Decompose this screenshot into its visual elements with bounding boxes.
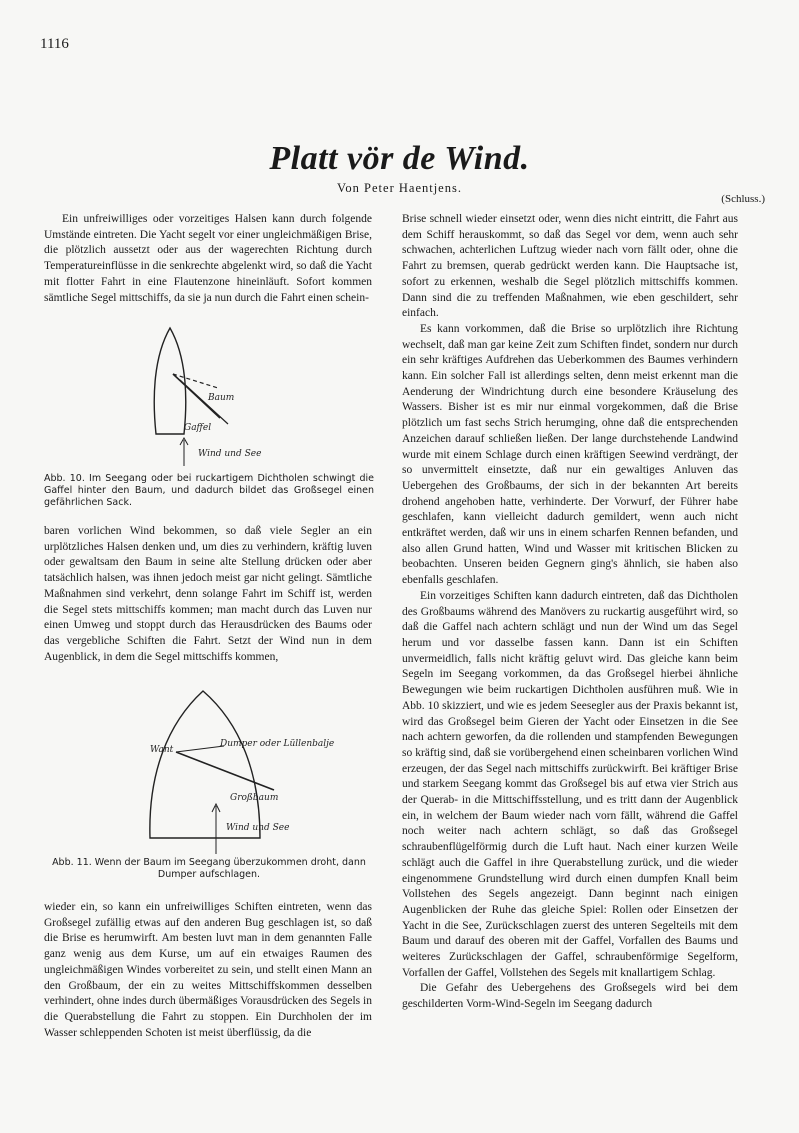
page-number: 1116 <box>40 36 69 52</box>
left-column-part-1 <box>44 212 372 306</box>
dumper-line <box>176 746 224 752</box>
continued-note: (Schluss.) <box>721 193 765 205</box>
left-column-part-3 <box>44 900 372 1041</box>
figure-11-diagram <box>128 688 335 856</box>
paragraph: Ein unfreiwilliges oder vorzeitiges Halsen kann durch folgende Umstände eintreten. Die Yacht segelt vor einer ungleichmäßigen Brise, die plötzlich aussetzt oder aus der wagerechten Richtung durch Temperatureinflüsse in die senkrechte abgelenkt wird, so daß die Yacht mit flotter Fahrt in eine Flautenzone hineinläuft. Sofort kommen sämtliche Segel mittschiffs, da sie ja nun durch die Fahrt einen schein- <box>44 213 372 304</box>
paragraph: Die Gefahr des Uebergehens des Großsegels wird bei dem geschilderten Vorm-Wind-Segeln im Seegang dadurch <box>402 982 738 1011</box>
label-boom: Baum <box>208 393 235 403</box>
figure-10-diagram <box>140 326 300 471</box>
article-title: Platt vör de Wind. <box>269 140 530 177</box>
paragraph: wieder ein, so kann ein unfreiwilliges Schiften eintreten, wenn das Großsegel zufällig etwas auf den anderen Bug geschlagen ist, so daß die Brise es herumwirft. Am besten luvt man in dem genannten Falle ganz wenig aus dem Kurse, um auf ein etwaiges Raumen des ungleichmäßigen Windes vorbereitet zu sein, und stellt einen Mann an den Großbaum, der ein zu weites Mittschiffskommen desselben verhindert, ohne indes durch übermäßiges Vorausdrücken des Segels in die Querabstellung die Fahrt zu stoppen. Ein Durchholen der im Wasser schleppenden Schoten ist meist überflüssig, da die <box>44 901 372 1039</box>
figure-10-caption: Abb. 10. Im Seegang oder bei ruckartigem Dichtholen schwingt die Gaffel hinter den Baum, und dadurch bildet das Großsegel einen gefährlichen Sack. <box>44 473 374 508</box>
hull-outline <box>150 691 260 838</box>
label-wind: Wind und See <box>226 823 290 833</box>
right-column <box>402 212 738 1013</box>
left-column-part-2 <box>44 524 372 665</box>
paragraph: Brise schnell wieder einsetzt oder, wenn dies nicht eintritt, die Fahrt aus dem Schiff herauskommt, so daß das Segel vor dem, wenn auch sehr schwachen, achterlichen Luftzug wieder nach vorn fällt oder, ohne die Fahrt zu bremsen, querab gedrückt werden kann. Die Hauptsache ist, sofort zu erkennen, weshalb die Segel plötzlich mittschiffs kommen. Dann sind die zu treffenden Maßnahmen, wie eben geschildert, sehr einfach. <box>402 213 738 320</box>
boom-line <box>176 752 274 790</box>
paragraph: Es kann vorkommen, daß die Brise so urplötzlich ihre Richtung wechselt, daß man gar keine Zeit zum Schiften findet, sondern nur durch ein sehr kräftiges Aufdrehen das Ueberkommen des Baumes verhindern kann. Ein solcher Fall ist allerdings selten, denn meist erkennt man die Aenderung der Windrichtung durch eine besondere Kräuselung des Wassers. Bisher ist es mir nur einmal vorgekommen, daß die Brise plötzlich um fast sechs Strich herumging, ohne daß die entsprechenden Anzeichen darauf schließen ließen. Der lange durchstehende Landwind wurde mit einem Schlage durch einen kräftigen Seewind verdrängt, der so unvermittelt einsetzte, daß nur ein gewaltiges Anluven das Uebergehen des Großbaums, der sich in der bekannten Art bereits drohend angehoben hatte, verhinderte. Der Vorwurf, der Führer habe geschlafen, kann vielleicht dadurch gemildert, wenn auch nicht entkräftet werden, daß wir uns in einem scharfen Rennen befanden, und also allen Grund hatten, Wind und Wasser mit kritischen Blicken zu beobachten. Unseren beiden Gegnern ging's ähnlich, sie haben also ebenfalls geschlafen. <box>402 322 738 587</box>
label-boom: Großbaum <box>230 793 279 803</box>
label-gaff: Gaffel <box>184 423 212 433</box>
label-mast: Want <box>150 745 174 755</box>
article-byline: Von Peter Haentjens. <box>337 181 462 195</box>
paragraph: baren vorlichen Wind bekommen, so daß viele Segler an ein urplötzliches Halsen denken und, um dies zu verhindern, kräftig luven oder gewaltsam den Baum in seine alte Stellung drücken oder aber tatsächlich halsen, was ihnen jedoch meist gar nicht gelingt. Sämtliche Maßnahmen sind verkehrt, denn solange Fahrt im Schiff ist, werden die Segel stets mittschiffs kommen; man macht durch das Luven nur einen Umweg und stoppt durch das Herausdrücken des Baums oder das vergebliche Schiften die Fahrt. Setzt der Wind nun in dem Augenblick, in dem die Segel mittschiffs kommen, <box>44 525 372 663</box>
paragraph: Ein vorzeitiges Schiften kann dadurch eintreten, daß das Dichtholen des Großbaums während des Manövers zu ruckartig ausgeführt wird, so daß die Gaffel nach achtern schlägt und nun der Wind um das Segel herum und vor dasselbe fassen kann. Dann ist ein Schiften unvermeidlich, falls nicht kräftig geluvt wird. Das gleiche kann beim Segeln im Seegang vorkommen, da das Großsegel hierbei ähnliche Bewegungen wie beim ruckartigen Dichtholen ausführen muß. Wie in Abb. 10 skizziert, und wie es jedem Seesegler aus der Praxis bekannt ist, wird das Großsegel beim Gieren der Yacht oder Einsetzen in die See nach achtern geworfen, da die rollenden und stampfenden Bewegungen so kräftig sind, daß sie vorübergehend einen scheinbaren vorlichen Wind erzeugen, der das Segel nach mittschiffs zurückwirft. Bei kräftiger Brise und starkem Seegang kommt das Großsegel bis auf etwa vier Strich aus der Querab- in die Mittschiffsstellung, und es tritt dann der Augenblick ein, in welchem der Baum wieder nach vorn fällt, während die Gaffel noch weiter nach achtern schlägt, so daß das Großsegel schraubenflügelförmig durch die Luft haut. Nach einer kurzen Weile schlägt auch die Gaffel in ihre Querabstellung zurück, und die wieder eingenommene Grundstellung wird durch einen dumpfen Knall beim Vollstehen des Segels angezeigt. Dann beginnt nach einigen Augenblicken der Ruhe das gleiche Spiel: Rollen oder Einsetzen der Yacht in die See, Zurückschlagen zuerst des unteren Segelteils mit dem Baum und darauf des oberen mit der Gaffel, Vorfallen des Baums und weiteres Zurückschlagen der Gaffel, schraubenförmige Segelform, Vorfallen der Gaffel, Vollstehen des Segels mit knallartigem Schlag. <box>402 589 738 979</box>
label-wind: Wind und See <box>198 449 262 459</box>
figure-11-caption: Abb. 11. Wenn der Baum im Seegang überzukommen droht, dann Dumper aufschlagen. <box>52 857 366 880</box>
label-dumper: Dumper oder Lüllenbalje <box>220 739 335 749</box>
